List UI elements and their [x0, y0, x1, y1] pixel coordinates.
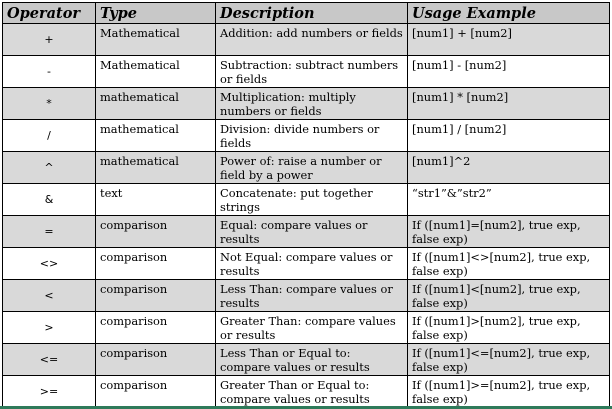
table-row	[3, 56, 610, 88]
header-operator: Operator	[3, 3, 96, 24]
cell-type: comparison	[96, 280, 216, 312]
cell-operator: <=	[3, 344, 96, 376]
cell-description: Multiplication: multiply numbers or fields	[216, 88, 408, 120]
cell-description: Power of: raise a number or field by a power	[216, 152, 408, 184]
cell-usage-example: [num1] - [num2]	[408, 56, 610, 88]
cell-usage-example: If ([num1]=[num2], true exp, false exp)	[408, 216, 610, 248]
cell-type: mathematical	[96, 120, 216, 152]
cell-usage-example: [num1] / [num2]	[408, 120, 610, 152]
cell-operator: =	[3, 216, 96, 248]
cell-operator: /	[3, 120, 96, 152]
header-type: Type	[96, 3, 216, 24]
cell-operator: >=	[3, 376, 96, 408]
table-row	[3, 88, 610, 120]
cell-usage-example: [num1]^2	[408, 152, 610, 184]
table-row	[3, 280, 610, 312]
cell-description: Division: divide numbers or fields	[216, 120, 408, 152]
table-row	[3, 216, 610, 248]
cell-usage-example: If ([num1]>=[num2], true exp, false exp)	[408, 376, 610, 408]
cell-type: mathematical	[96, 152, 216, 184]
operators-table-container	[2, 2, 609, 408]
header-usage-example: Usage Example	[408, 3, 610, 24]
table-row	[3, 312, 610, 344]
cell-usage-example: If ([num1]>[num2], true exp, false exp)	[408, 312, 610, 344]
cell-type: comparison	[96, 248, 216, 280]
cell-operator: <	[3, 280, 96, 312]
cell-operator: *	[3, 88, 96, 120]
cell-description: Less Than: compare values or results	[216, 280, 408, 312]
cell-usage-example: If ([num1]<=[num2], true exp, false exp)	[408, 344, 610, 376]
cell-description: Not Equal: compare values or results	[216, 248, 408, 280]
cell-description: Addition: add numbers or fields	[216, 24, 408, 56]
cell-type: text	[96, 184, 216, 216]
operators-table	[2, 2, 610, 408]
cell-type: mathematical	[96, 88, 216, 120]
table-row	[3, 376, 610, 408]
cell-usage-example: If ([num1]<>[num2], true exp, false exp)	[408, 248, 610, 280]
cell-description: Greater Than: compare values or results	[216, 312, 408, 344]
cell-description: Equal: compare values or results	[216, 216, 408, 248]
cell-operator: >	[3, 312, 96, 344]
cell-description: Less Than or Equal to: compare values or results	[216, 344, 408, 376]
cell-operator: <>	[3, 248, 96, 280]
cell-type: comparison	[96, 216, 216, 248]
cell-type: comparison	[96, 312, 216, 344]
cell-usage-example: [num1] * [num2]	[408, 88, 610, 120]
cell-type: comparison	[96, 376, 216, 408]
table-row	[3, 152, 610, 184]
table-row	[3, 120, 610, 152]
table-row	[3, 248, 610, 280]
cell-type: comparison	[96, 344, 216, 376]
cell-description: Concatenate: put together strings	[216, 184, 408, 216]
cell-type: Mathematical	[96, 56, 216, 88]
cell-usage-example: If ([num1]<[num2], true exp, false exp)	[408, 280, 610, 312]
cell-operator: &	[3, 184, 96, 216]
cell-description: Greater Than or Equal to: compare values or results	[216, 376, 408, 408]
cell-usage-example: “str1”&”str2”	[408, 184, 610, 216]
cell-operator: -	[3, 56, 96, 88]
table-header-row	[3, 3, 610, 24]
table-row	[3, 24, 610, 56]
cell-usage-example: [num1] + [num2]	[408, 24, 610, 56]
cell-operator: +	[3, 24, 96, 56]
cell-description: Subtraction: subtract numbers or fields	[216, 56, 408, 88]
cell-operator: ^	[3, 152, 96, 184]
header-description: Description	[216, 3, 408, 24]
cell-type: Mathematical	[96, 24, 216, 56]
table-row	[3, 184, 610, 216]
table-row	[3, 344, 610, 376]
